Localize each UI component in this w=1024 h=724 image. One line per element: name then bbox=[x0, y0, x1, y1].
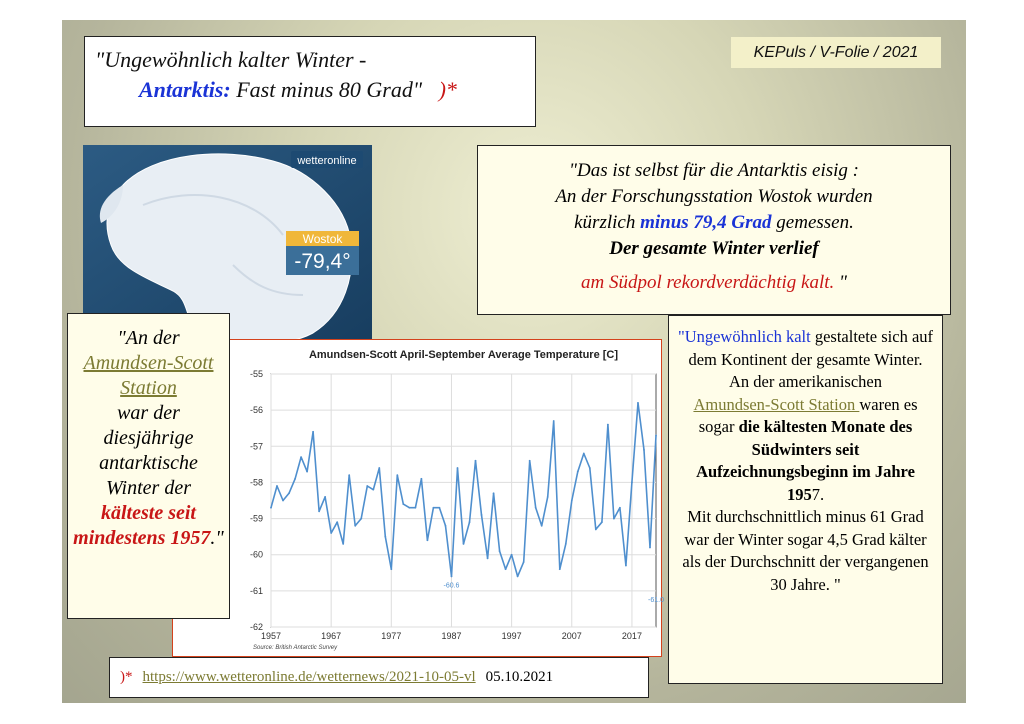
right-text-1: gestaltete sich auf dem Kontinent der gesamte Winter. An der amerikanischen bbox=[688, 327, 934, 391]
data-point bbox=[643, 449, 645, 451]
data-point bbox=[366, 485, 368, 487]
x-tick-label: 1977 bbox=[381, 631, 402, 641]
data-point bbox=[637, 402, 639, 404]
data-point bbox=[469, 521, 471, 523]
quote-line-3 bbox=[486, 210, 942, 236]
data-point bbox=[300, 456, 302, 458]
data-point bbox=[451, 576, 453, 578]
data-point bbox=[463, 543, 465, 545]
quote-line-2: An der Forschungsstation Wostok wurden bbox=[555, 186, 873, 207]
left-body: war der diesjährige antarktische Winter der bbox=[99, 402, 198, 499]
quote-line-5-end: " bbox=[834, 272, 847, 293]
data-point bbox=[396, 474, 398, 476]
data-point bbox=[481, 514, 483, 516]
data-point bbox=[517, 576, 519, 578]
y-tick-label: -62 bbox=[249, 622, 263, 632]
right-text-4: Mit durchschnittlich minus 61 Grad war der Winter sogar 4,5 Grad kälter als der Durchschnitt der vergangenen 30 Jahre. " bbox=[682, 507, 929, 594]
data-point bbox=[354, 525, 356, 527]
headline-box bbox=[84, 36, 536, 127]
headline-keyword: Antarktis: bbox=[139, 77, 231, 102]
data-point bbox=[499, 550, 501, 552]
data-point bbox=[577, 471, 579, 473]
data-point bbox=[324, 496, 326, 498]
data-point bbox=[433, 507, 435, 509]
wetteronline-logo: wetteronline bbox=[297, 155, 357, 167]
data-point bbox=[475, 460, 477, 462]
data-point bbox=[390, 568, 392, 570]
source-date: 05.10.2021 bbox=[485, 669, 554, 685]
right-text-2: waren es sogar bbox=[698, 394, 918, 436]
quote-line-3-post: gemessen. bbox=[771, 212, 854, 233]
data-point bbox=[276, 485, 278, 487]
x-tick-label: 2007 bbox=[561, 631, 582, 641]
quote-line-4-text: Der gesamte Winter verlief bbox=[609, 238, 819, 259]
station-temperature: -79,4° bbox=[294, 250, 351, 273]
y-tick-label: -59 bbox=[249, 513, 263, 524]
data-point bbox=[601, 521, 603, 523]
data-point bbox=[318, 510, 320, 512]
data-point bbox=[559, 568, 561, 570]
data-point bbox=[439, 507, 441, 509]
data-point bbox=[589, 467, 591, 469]
data-point bbox=[619, 507, 621, 509]
headline-line-1: "Ungewöhnlich kalter Winter - bbox=[95, 47, 367, 72]
quote-line-3-pre: kürzlich bbox=[574, 212, 641, 233]
data-point bbox=[445, 525, 447, 527]
data-point bbox=[408, 507, 410, 509]
source-marker: )* bbox=[120, 669, 133, 685]
data-point bbox=[607, 424, 609, 426]
quote-line-4 bbox=[486, 236, 942, 262]
x-tick-label: 1967 bbox=[321, 631, 342, 641]
plot-area bbox=[271, 374, 656, 627]
right-amundsen-link[interactable]: Amundsen-Scott Station bbox=[693, 394, 860, 414]
temperature-chart bbox=[173, 340, 664, 655]
y-tick-label: -57 bbox=[249, 441, 263, 452]
chart-source-note: Source: British Antarctic Survey bbox=[253, 645, 338, 651]
quote-temperature: minus 79,4 Grad bbox=[640, 212, 772, 233]
data-point bbox=[553, 420, 555, 422]
headline-line-2 bbox=[95, 75, 525, 105]
left-quote-start: "An der bbox=[117, 327, 180, 349]
data-point bbox=[294, 478, 296, 480]
data-point bbox=[288, 492, 290, 494]
data-point bbox=[541, 525, 543, 527]
data-point bbox=[348, 474, 350, 476]
data-point bbox=[649, 547, 651, 549]
data-point bbox=[427, 539, 429, 541]
slide-badge: KEPuls / V-Folie / 2021 bbox=[731, 37, 941, 68]
y-tick-label: -56 bbox=[249, 405, 263, 416]
data-point bbox=[414, 507, 416, 509]
data-point bbox=[378, 467, 380, 469]
quote-line-1: "Das ist selbst für die Antarktis eisig : bbox=[569, 160, 859, 181]
data-point bbox=[372, 489, 374, 491]
data-point bbox=[330, 532, 332, 534]
data-point bbox=[306, 471, 308, 473]
data-point bbox=[493, 492, 495, 494]
temperature-chart-frame bbox=[172, 339, 662, 657]
station-label: Wostok bbox=[302, 232, 343, 246]
source-box bbox=[109, 657, 649, 698]
right-blue-phrase: "Ungewöhnlich kalt bbox=[677, 327, 811, 346]
data-point bbox=[384, 536, 386, 538]
footnote-marker: )* bbox=[438, 77, 457, 102]
left-quote-end: ." bbox=[210, 527, 224, 549]
data-point bbox=[565, 543, 567, 545]
data-point bbox=[547, 496, 549, 498]
data-point bbox=[523, 561, 525, 563]
data-point bbox=[535, 507, 537, 509]
data-point bbox=[336, 521, 338, 523]
quote-line-5 bbox=[486, 270, 942, 296]
data-point bbox=[420, 478, 422, 480]
y-tick-label: -55 bbox=[249, 369, 263, 379]
data-point bbox=[511, 554, 513, 556]
x-tick-label: 2017 bbox=[621, 631, 642, 641]
headline-rest: Fast minus 80 Grad" bbox=[230, 77, 423, 102]
data-point bbox=[505, 568, 507, 570]
data-point bbox=[402, 503, 404, 505]
x-tick-label: 1987 bbox=[441, 631, 462, 641]
y-tick-label: -58 bbox=[249, 477, 263, 488]
data-point bbox=[282, 500, 284, 502]
y-tick-label: -60 bbox=[249, 549, 263, 560]
data-point bbox=[595, 529, 597, 531]
data-point bbox=[270, 507, 272, 509]
right-bold-claim: die kältesten Monate des Südwinters seit Aufzeichnungsbeginn im Jahre 195 bbox=[696, 417, 915, 504]
chart-annotation: -60.6 bbox=[443, 582, 460, 590]
x-tick-label: 1957 bbox=[260, 631, 282, 641]
data-point bbox=[487, 557, 489, 559]
x-tick-label: 1997 bbox=[501, 631, 522, 641]
chart-annotation: -61.0 bbox=[648, 596, 664, 604]
data-point bbox=[625, 565, 627, 567]
data-point bbox=[360, 518, 362, 520]
amundsen-summary-box bbox=[67, 313, 230, 619]
winter-detail-box bbox=[668, 315, 943, 684]
y-tick-label: -61 bbox=[249, 585, 263, 596]
data-point bbox=[655, 435, 657, 437]
chart-title: Amundsen-Scott April-September Average Temperature [C] bbox=[308, 349, 619, 361]
data-point bbox=[613, 518, 615, 520]
data-point bbox=[631, 482, 633, 484]
wostok-quote-box bbox=[477, 145, 951, 315]
right-text-3: . bbox=[819, 484, 825, 504]
data-point bbox=[342, 543, 344, 545]
right-bold-end: 7 bbox=[811, 484, 820, 504]
left-bold-claim: kälteste seit mindestens 1957 bbox=[73, 502, 211, 549]
amundsen-scott-link[interactable]: Amundsen-Scott Station bbox=[83, 352, 214, 399]
data-point bbox=[529, 460, 531, 462]
data-point bbox=[457, 467, 459, 469]
data-point bbox=[312, 431, 314, 433]
source-link[interactable]: https://www.wetteronline.de/wetternews/2021-10-05-vl bbox=[142, 669, 476, 685]
data-point bbox=[571, 500, 573, 502]
quote-line-5-text: am Südpol rekordverdächtig kalt. bbox=[580, 272, 835, 293]
data-point bbox=[583, 453, 585, 455]
